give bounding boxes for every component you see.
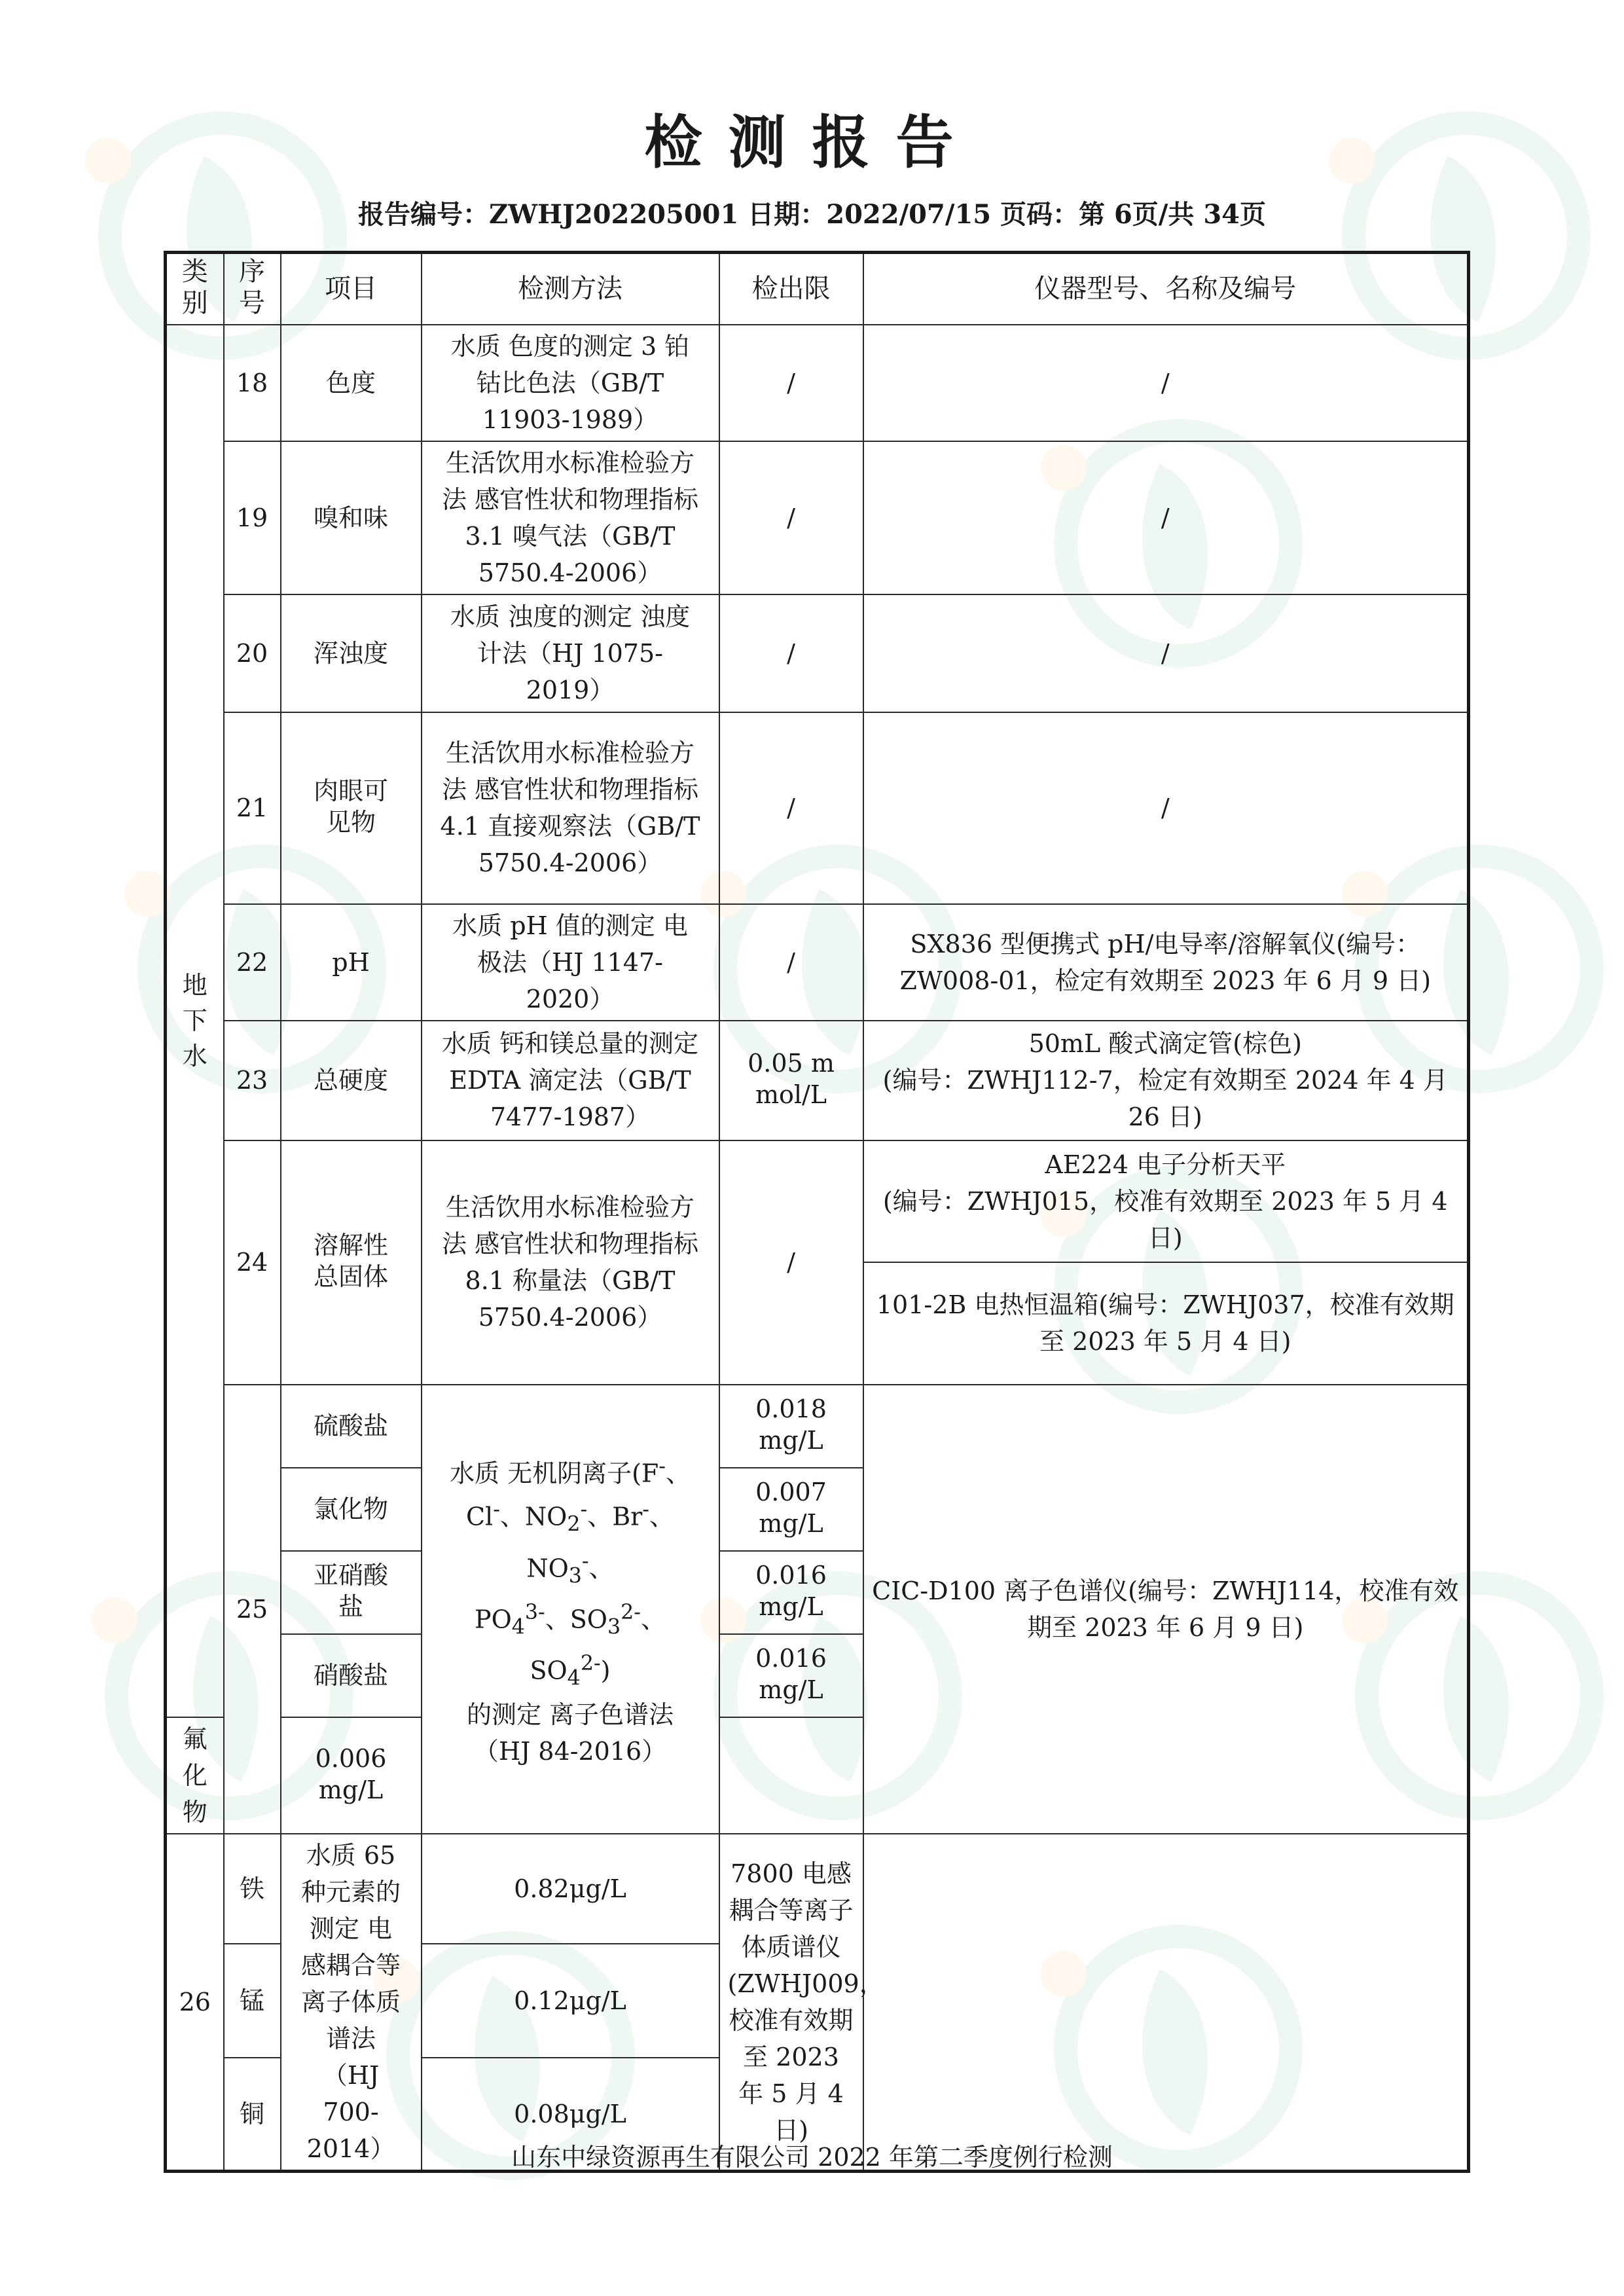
item-cell: 锰 <box>224 1944 281 2058</box>
item-cell: 硫酸盐 <box>281 1385 422 1468</box>
limit-cell: / <box>719 441 863 594</box>
table-row <box>166 1385 1469 1468</box>
method-cell: 水质 pH 值的测定 电极法（HJ 1147-2020） <box>422 904 719 1021</box>
limit-cell: / <box>719 904 863 1021</box>
item-cell: pH <box>281 904 422 1021</box>
table-row <box>166 712 1469 904</box>
limit-cell: / <box>719 1140 863 1385</box>
page-footer: 山东中绿资源再生有限公司 2022 年第二季度例行检测 <box>511 2143 1113 2172</box>
header-item: 项目 <box>281 253 422 325</box>
item-cell: 铜 <box>224 2058 281 2171</box>
instrument-cell: 101-2B 电热恒温箱(编号：ZWHJ037，校准有效期至 2023 年 5 月 4 日) <box>863 1262 1469 1385</box>
instrument-cell <box>863 1021 1469 1140</box>
item-cell: 亚硝酸盐 <box>281 1551 422 1634</box>
seq-cell: 20 <box>224 594 281 712</box>
limit-cell: 0.006 mg/L <box>281 1717 422 1834</box>
instrument-cell: / <box>863 594 1469 712</box>
item-cell: 总硬度 <box>281 1021 422 1140</box>
instrument-name: AE224 电子分析天平 <box>1045 1150 1286 1179</box>
item-cell: 氟化物 <box>166 1717 224 1834</box>
limit-cell: / <box>719 712 863 904</box>
instrument-cell: / <box>863 325 1469 441</box>
seq-cell: 22 <box>224 904 281 1021</box>
table-header-row <box>166 253 1469 325</box>
instrument-cell: / <box>863 441 1469 594</box>
table-row <box>166 441 1469 594</box>
header-limit: 检出限 <box>719 253 863 325</box>
instrument-cell: CIC-D100 离子色谱仪(编号：ZWHJ114，校准有效期至 2023 年 6 月 9 日) <box>863 1385 1469 1834</box>
header-seq: 序号 <box>224 253 281 325</box>
instrument-name: 50mL 酸式滴定管(棕色) <box>1028 1029 1302 1058</box>
instrument-cell: 7800 电感耦合等离子体质谱仪(ZWHJ009，校准有效期至 2023 年 5 月 4 日) <box>719 1834 863 2172</box>
item-cell: 氯化物 <box>281 1468 422 1551</box>
limit-cell: 0.016 mg/L <box>719 1634 863 1717</box>
table-row <box>166 1021 1469 1140</box>
table-row <box>166 904 1469 1021</box>
report-meta: 报告编号：ZWHJ202205001 日期：2022/07/15 页码：第 6页/共 34页 <box>357 199 1266 230</box>
table-row <box>166 1140 1469 1262</box>
item-cell: 溶解性总固体 <box>281 1140 422 1385</box>
item-cell: 浑浊度 <box>281 594 422 712</box>
instrument-id: (编号：ZWHJ015，校准有效期至 2023 年 5 月 4 日) <box>882 1186 1448 1252</box>
seq-cell: 23 <box>224 1021 281 1140</box>
item-cell: 铁 <box>224 1834 281 1944</box>
item-cell: 色度 <box>281 325 422 441</box>
instrument-cell <box>863 1140 1469 1262</box>
item-cell: 嗅和味 <box>281 441 422 594</box>
method-cell: 水质 浊度的测定 浊度计法（HJ 1075-2019） <box>422 594 719 712</box>
limit-cell: 0.018 mg/L <box>719 1385 863 1468</box>
seq-cell: 19 <box>224 441 281 594</box>
method-cell: 生活饮用水标准检验方法 感官性状和物理指标 4.1 直接观察法（GB/T 5750.4-2006） <box>422 712 719 904</box>
table-row <box>166 325 1469 441</box>
limit-cell: 0.12μg/L <box>422 1944 719 2058</box>
instrument-id: (编号：ZWHJ112-7，检定有效期至 2024 年 4 月 26 日) <box>882 1066 1448 1131</box>
test-method-table <box>164 251 1470 2173</box>
seq-cell: 24 <box>224 1140 281 1385</box>
instrument-cell: SX836 型便携式 pH/电导率/溶解氧仪(编号：ZW008-01，检定有效期至 2023 年 6 月 9 日) <box>863 904 1469 1021</box>
item-cell: 硝酸盐 <box>281 1634 422 1717</box>
method-cell: 水质 钙和镁总量的测定 EDTA 滴定法（GB/T 7477-1987） <box>422 1021 719 1140</box>
limit-cell: 0.016 mg/L <box>719 1551 863 1634</box>
limit-cell: 0.08μg/L <box>422 2058 719 2171</box>
instrument-cell: / <box>863 712 1469 904</box>
limit-cell: / <box>719 594 863 712</box>
limit-cell: 0.007 mg/L <box>719 1468 863 1551</box>
method-cell: 生活饮用水标准检验方法 感官性状和物理指标 8.1 称量法（GB/T 5750.4-2006） <box>422 1140 719 1385</box>
method-cell: 水质 色度的测定 3 铂钴比色法（GB/T 11903-1989） <box>422 325 719 441</box>
seq-cell: 21 <box>224 712 281 904</box>
item-cell: 肉眼可见物 <box>281 712 422 904</box>
limit-cell: / <box>719 325 863 441</box>
seq-cell: 26 <box>166 1834 224 2172</box>
category-cell: 地下水 <box>166 325 224 1717</box>
seq-cell: 25 <box>224 1385 281 1834</box>
table-row <box>166 1834 1469 1944</box>
header-method: 检测方法 <box>422 253 719 325</box>
method-cell: 水质 65 种元素的测定 电感耦合等离子体质谱法（HJ 700-2014） <box>281 1834 422 2172</box>
table-row <box>166 594 1469 712</box>
header-instrument: 仪器型号、名称及编号 <box>863 253 1469 325</box>
header-category: 类别 <box>166 253 224 325</box>
page-title: 检测报告 <box>644 109 980 176</box>
limit-cell: 0.05 mmol/L <box>719 1021 863 1140</box>
seq-cell: 18 <box>224 325 281 441</box>
method-cell: 水质 无机阴离子(F-、 Cl-、$NO_2^-$、Br-、$NO_3^-$、 $PO_4^{3-}$、$SO_3^{2-}$、$SO_4^{2-}$) 的测定 离子色谱法（HJ 84-2016） <box>422 1385 719 1834</box>
method-cell: 生活饮用水标准检验方法 感官性状和物理指标 3.1 嗅气法（GB/T 5750.4-2006） <box>422 441 719 594</box>
limit-cell: 0.82μg/L <box>422 1834 719 1944</box>
